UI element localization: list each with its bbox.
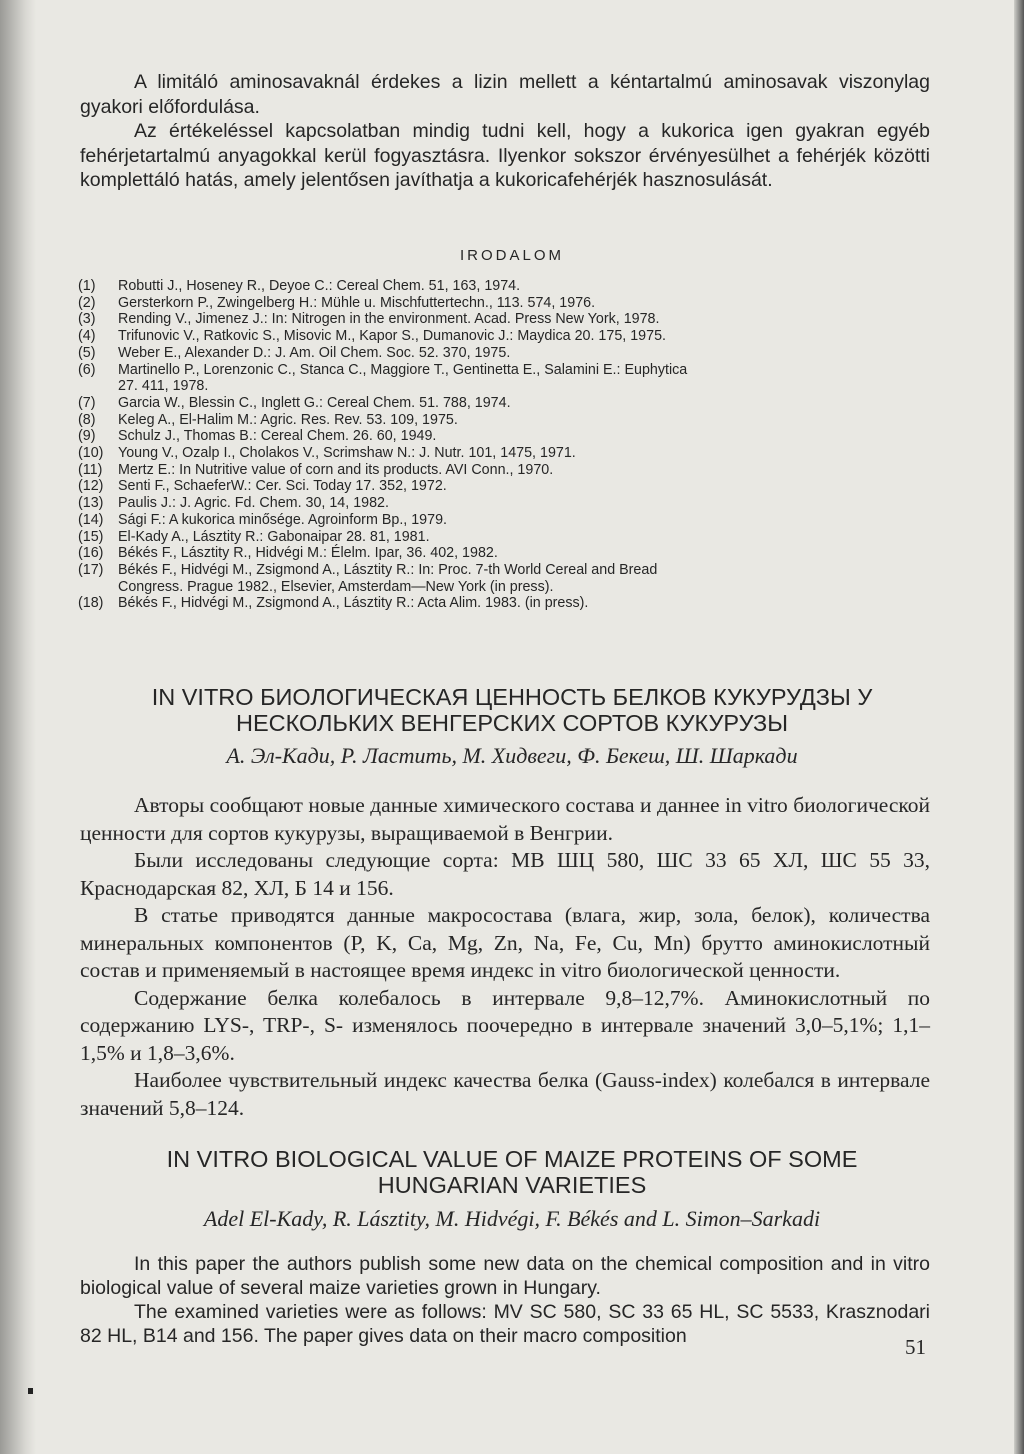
reference-item [78,311,938,328]
reference-text-line: Keleg A., El-Halim M.: Agric. Res. Rev. 53. 109, 1975. [118,411,458,428]
reference-text-line: El-Kady A., Lásztity R.: Gabonaipar 28. 81, 1981. [118,528,430,545]
reference-text-line: Trifunovic V., Ratkovic S., Misovic M., Kapor S., Dumanovic J.: Maydica 20. 175, 1975. [118,328,667,345]
english-abstract [80,1252,930,1348]
reference-number: (2) [78,294,96,311]
reference-number: (18) [78,595,104,612]
reference-text [118,445,938,462]
reference-item [78,362,938,395]
reference-number: (9) [78,428,96,445]
russian-abstract [80,792,930,1122]
reference-text [118,545,938,562]
english-authors: Adel El-Kady, R. Lásztity, M. Hidvégi, F. Békés and L. Simon–Sarkadi [203,1206,821,1231]
reference-number: (1) [78,278,96,294]
reference-item [78,562,938,595]
reference-text [118,428,938,445]
reference-item [78,595,938,612]
reference-text [118,295,938,312]
references-heading: IRODALOM [459,247,564,264]
reference-text-line: Robutti J., Hoseney R., Deyoe C.: Cereal Chem. 51, 163, 1974. [118,278,521,294]
ru-paragraph-2: Были исследованы следующие сорта: МВ ШЦ 580, ШС 33 65 ХЛ, ШС 55 33, Краснодарская 82, ХЛ, Б 14 и 156. [80,848,930,900]
russian-authors: А. Эл-Кади, Р. Ластить, М. Хидвеги, Ф. Бекеш, Ш. Шаркади [226,743,798,768]
hu-paragraph-1: A limitáló aminosavaknál érdekes a lizin mellett a kéntartalmú aminosavak viszonylag gyakori előfordulása. [80,71,930,118]
reference-item [78,445,938,462]
reference-text [118,495,938,512]
reference-number: (8) [78,411,96,428]
reference-text-line: Rending V., Jimenez J.: In: Nitrogen in the environment. Acad. Press New York, 1978. [118,311,660,328]
reference-text-line: Békés F., Hidvégi M., Zsigmond A., Lásztity R.: In: Proc. 7-th World Cereal and Bread [118,561,658,578]
reference-item [78,545,938,562]
reference-text [118,395,938,412]
reference-item [78,512,938,529]
reference-item [78,478,938,495]
ru-paragraph-5: Наиболее чувствительный индекс качества белка (Gauss-index) колебался в интервале значений 5,8–124. [80,1068,930,1120]
ru-paragraph-1: Авторы сообщают новые данные химического состава и даннее in vitro биологической ценности для сортов кукурузы, выращиваемой в Венгрии. [80,793,930,845]
reference-text-line: Békés F., Hidvégi M., Zsigmond A., Lásztity R.: Acta Alim. 1983. (in press). [118,595,589,612]
english-title-line-1: IN VITRO BIOLOGICAL VALUE OF MAIZE PROTEINS OF SOME [166,1146,858,1172]
reference-item [78,328,938,345]
reference-number: (10) [78,445,104,462]
en-paragraph-2: The examined varieties were as follows: MV SC 580, SC 33 65 HL, SC 5533, Krasznodari 82 HL, B14 and 156. The paper gives data on their macro composition [80,1301,930,1347]
reference-number: (16) [78,545,104,562]
reference-item [78,428,938,445]
reference-text [118,278,938,295]
reference-text-line: Weber E., Alexander D.: J. Am. Oil Chem. Soc. 52. 370, 1975. [118,344,511,361]
reference-item [78,495,938,512]
reference-item [78,345,938,362]
russian-title-line-2: НЕСКОЛЬКИХ ВЕНГЕРСКИХ СОРТОВ КУКУРУЗЫ [235,710,789,736]
hungarian-text [80,70,930,193]
russian-title-line-1: IN VITRO БИОЛОГИЧЕСКАЯ ЦЕННОСТЬ БЕЛКОВ КУКУРУДЗЫ У [151,684,873,710]
reference-item [78,395,938,412]
reference-text-line: Young V., Ozalp I., Cholakos V., Scrimshaw N.: J. Nutr. 101, 1475, 1971. [118,445,576,462]
reference-text [118,595,938,612]
ru-paragraph-4: Содержание белка колебалось в интервале 9,8–12,7%. Аминокислотный по содержанию LYS-, TRP-, S- изменялось поочередно в интервале значений 3,0–5,1%; 1,1–1,5% и 1,8–3,6%. [80,985,930,1065]
reference-text [118,328,938,345]
scan-mark [28,1388,33,1394]
reference-number: (14) [78,511,104,528]
reference-number: (3) [78,311,96,328]
reference-text [118,311,938,328]
reference-number: (7) [78,394,96,411]
reference-text-continuation: Congress. Prague 1982., Elsevier, Amsterdam—New York (in press). [118,578,554,595]
reference-text [118,562,938,595]
reference-text-line: Senti F., SchaeferW.: Cer. Sci. Today 17. 352, 1972. [118,478,447,495]
reference-text-continuation: 27. 411, 1978. [118,378,209,395]
reference-item [78,412,938,429]
reference-text-line: Békés F., Lásztity R., Hidvégi M.: Élelm. Ipar, 36. 402, 1982. [118,545,498,562]
english-title-line-2: HUNGARIAN VARIETIES [377,1172,647,1198]
reference-item [78,295,938,312]
reference-text [118,362,938,395]
russian-authors-block [0,743,1024,769]
reference-number: (12) [78,478,104,495]
reference-text-line: Schulz J., Thomas B.: Cereal Chem. 26. 60, 1949. [118,428,437,445]
reference-number: (6) [78,361,96,378]
reference-number: (17) [78,561,104,578]
english-authors-block [0,1206,1024,1232]
reference-text-line: Paulis J.: J. Agric. Fd. Chem. 30, 14, 1982. [118,495,389,512]
reference-text-line: Sági F.: A kukorica minősége. Agroinform Bp., 1979. [118,511,448,528]
reference-text-line: Garcia W., Blessin C., Inglett G.: Cereal Chem. 51. 788, 1974. [118,394,511,411]
reference-item [78,278,938,295]
reference-text [118,512,938,529]
reference-item [78,462,938,479]
reference-number: (5) [78,344,96,361]
reference-text-line: Gersterkorn P., Zwingelberg H.: Mühle u. Mischfuttertechn., 113. 574, 1976. [118,294,596,311]
reference-number: (13) [78,495,104,512]
reference-number: (4) [78,328,96,345]
english-title [0,1146,1024,1198]
reference-text [118,345,938,362]
reference-number: (15) [78,528,104,545]
russian-title [0,684,1024,736]
reference-text [118,478,938,495]
references-list [78,278,938,612]
reference-text [118,412,938,429]
reference-text [118,462,938,479]
en-paragraph-1: In this paper the authors publish some new data on the chemical composition and in vitro biological value of several maize varieties grown in Hungary. [80,1253,930,1299]
ru-paragraph-3: В статье приводятся данные макросостава (влага, жир, зола, белок), количества минеральных компонентов (P, K, Ca, Mg, Zn, Na, Fe, Cu, Mn) брутто аминокислотный состав и применяемый в настоящее время индекс in vitro биологической ценности. [80,903,930,982]
reference-text-line: Mertz E.: In Nutritive value of corn and its products. AVI Conn., 1970. [118,461,554,478]
reference-number: (11) [78,461,103,478]
reference-item [78,529,938,546]
reference-text-line: Martinello P., Lorenzonic C., Stanca C., Maggiore T., Gentinetta E., Salamini E.: Euphytica [118,361,688,378]
hu-paragraph-2: Az értékeléssel kapcsolatban mindig tudni kell, hogy a kukorica igen gyakran egyéb fehérjetartalmú anyagokkal kerül fogyasztásra. Ilyenkor sokszor érvényesülhet a fehérjék közötti komplettáló hatás, amely jelentősen javíthatja a kukoricafehérjék hasznosulását. [80,120,930,191]
page-number: 51 [905,1335,926,1359]
reference-text [118,529,938,546]
